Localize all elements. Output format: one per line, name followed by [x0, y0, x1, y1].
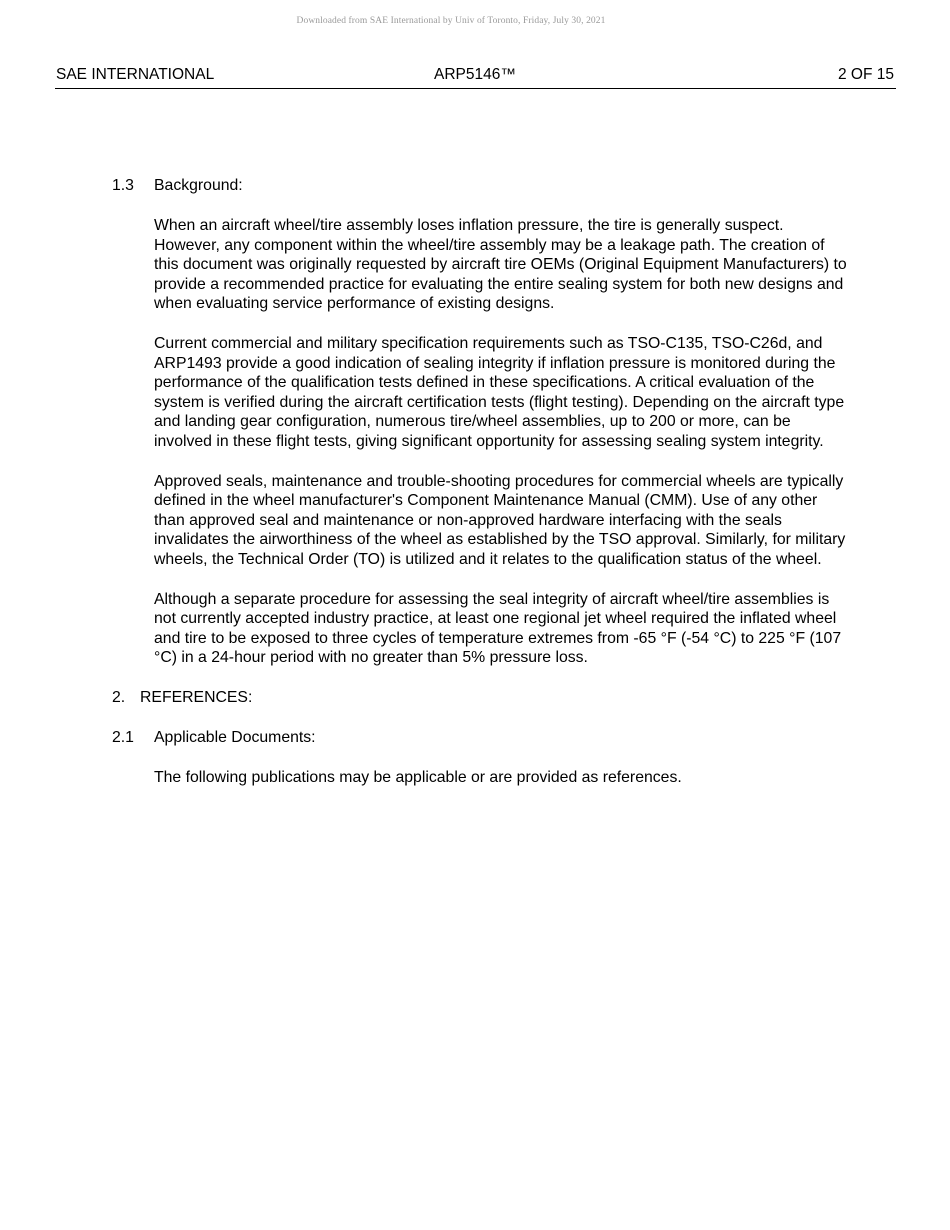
paragraph: Current commercial and military specification requirements such as TSO-C135, TSO-C26d, and ARP1493 provide a good indication of sealing integrity if inflation pressure is monitored during the performance of the qualification tests defined in these specifications. A critical evaluation of the system is verified during the aircraft certification tests (flight testing). Depending on the aircraft type and landing gear configuration, numerous tire/wheel assemblies, up to 200 or more, can be involved in these flight tests, giving significant opportunity for assessing sealing system integrity. — [154, 334, 845, 450]
section-heading-applicable-documents — [112, 728, 847, 748]
section-heading-background — [112, 176, 847, 196]
section-title: REFERENCES: — [140, 688, 253, 706]
paragraph: Approved seals, maintenance and trouble-shooting procedures for commercial wheels are typically defined in the wheel manufacturer's Component Maintenance Manual (CMM). Use of any other than approved seal and maintenance or non-approved hardware interfacing with the seals invalidates the airworthiness of the wheel as established by the TSO approval. Similarly, for military wheels, the Technical Order (TO) is utilized and it relates to the qualification status of the wheel. — [154, 472, 846, 568]
section-heading-references — [112, 688, 847, 708]
section-number: 2.1 — [112, 728, 134, 746]
page-header — [55, 66, 896, 89]
section-number: 2. — [112, 688, 126, 706]
header-page-number: 2 OF 15 — [838, 66, 894, 83]
paragraph: When an aircraft wheel/tire assembly loses inflation pressure, the tire is generally suspect. However, any component within the wheel/tire assembly may be a leakage path. The creation of this document was originally requested by aircraft tire OEMs (Original Equipment Manufacturers) to provide a recommended practice for evaluating the entire sealing system for both new designs and when evaluating service performance of existing designs. — [154, 217, 847, 313]
header-document-id: ARP5146™ — [434, 66, 516, 83]
section-title: Applicable Documents: — [154, 728, 316, 746]
paragraph: The following publications may be applicable or are provided as references. — [154, 768, 682, 786]
download-watermark: Downloaded from SAE International by Univ of Toronto, Friday, July 30, 2021 — [296, 16, 606, 26]
document-body — [112, 176, 847, 807]
paragraph: Although a separate procedure for assessing the seal integrity of aircraft wheel/tire assemblies is not currently accepted industry practice, at least one regional jet wheel required the inflated wheel and tire to be exposed to three cycles of temperature extremes from -65 °F (-54 °C) to 225 °F (107 °C) in a 24-hour period with no greater than 5% pressure loss. — [154, 590, 842, 667]
section-number: 1.3 — [112, 177, 134, 194]
section-title: Background: — [154, 177, 243, 194]
header-organization: SAE INTERNATIONAL — [56, 66, 215, 83]
